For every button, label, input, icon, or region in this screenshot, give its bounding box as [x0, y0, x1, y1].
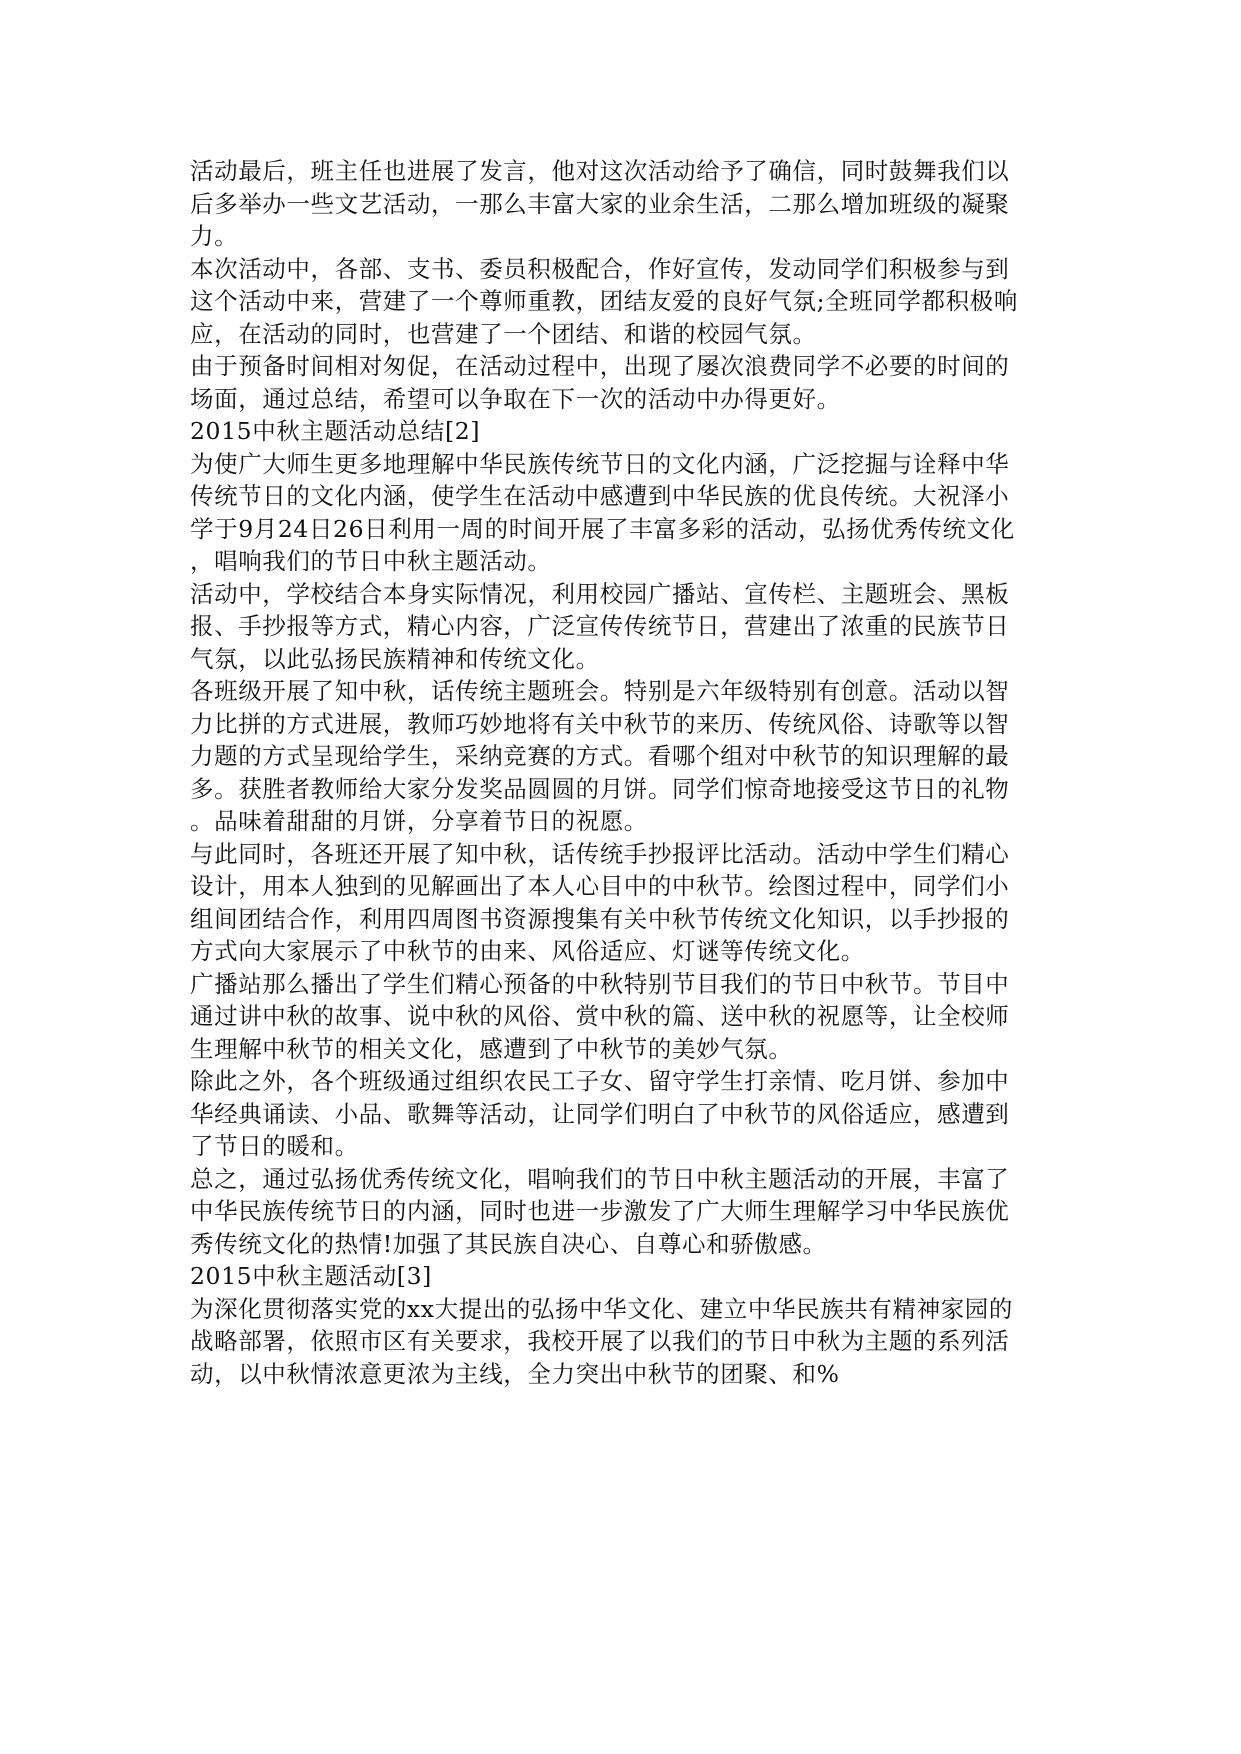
section-heading: 2015中秋主题活动[3] [190, 1262, 432, 1290]
document-body [190, 155, 1050, 1390]
text-line: 气氛，以此弘扬民族精神和传统文化。 [190, 644, 600, 673]
text-line: 各班级开展了知中秋，话传统主题班会。特别是六年级特别有创意。活动以智 [190, 677, 1010, 705]
text-line: 。品味着甜甜的月饼，分享着节日的祝愿。 [190, 807, 648, 835]
text-line: 战略部署，依照市区有关要求，我校开展了以我们的节日中秋为主题的系列活 [190, 1327, 1010, 1355]
text-line: 由于预备时间相对匆促，在活动过程中，出现了屡次浪费同学不必要的时间的 [190, 352, 1010, 380]
text-line: 为深化贯彻落实党的xx大提出的弘扬中华文化、建立中华民族共有精神家园的 [190, 1294, 1014, 1323]
text-line: 力比拼的方式进展，教师巧妙地将有关中秋节的来历、传统风俗、诗歌等以智 [190, 709, 1010, 738]
text-line: 为使广大师生更多地理解中华民族传统节日的文化内涵，广泛挖掘与诠释中华 [190, 449, 1010, 478]
text-line: 学于9月24日26日利用一周的时间开展了丰富多彩的活动，弘扬优秀传统文化 [190, 514, 1015, 543]
text-line: 了节日的暖和。 [190, 1132, 359, 1160]
text-line: 动，以中秋情浓意更浓为主线，全力突出中秋节的团聚、和% [190, 1359, 840, 1388]
text-line: ，唱响我们的节日中秋主题活动。 [190, 547, 552, 575]
text-line: 中华民族传统节日的内涵，同时也进一步激发了广大师生理解学习中华民族优 [190, 1197, 1010, 1225]
text-line: 这个活动中来，营建了一个尊师重教，团结友爱的良好气氛;全班同学都积极响 [190, 287, 1018, 315]
text-line: 生理解中秋节的相关文化，感遭到了中秋节的美妙气氛。 [190, 1034, 793, 1063]
text-line: 报、手抄报等方式，精心内容，广泛宣传传统节日，营建出了浓重的民族节日 [190, 612, 1010, 640]
text-line: 力题的方式呈现给学生，采纳竞赛的方式。看哪个组对中秋节的知识理解的最 [190, 742, 1010, 770]
text-line: 总之，通过弘扬优秀传统文化，唱响我们的节日中秋主题活动的开展，丰富了 [190, 1164, 1010, 1193]
text-line: 力。 [190, 222, 239, 250]
text-line: 传统节日的文化内涵，使学生在活动中感遭到中华民族的优良传统。大祝泽小 [190, 482, 1010, 510]
text-line: 活动最后，班主任也进展了发言，他对这次活动给予了确信，同时鼓舞我们以 [190, 157, 1010, 185]
text-line: 除此之外，各个班级通过组织农民工子女、留守学生打亲情、吃月饼、参加中 [190, 1067, 1010, 1095]
text-line: 活动中，学校结合本身实际情况，利用校园广播站、宣传栏、主题班会、黑板 [190, 579, 1010, 608]
text-line: 广播站那么播出了学生们精心预备的中秋特别节目我们的节日中秋节。节目中 [190, 969, 1010, 998]
text-line: 与此同时，各班还开展了知中秋，话传统手抄报评比活动。活动中学生们精心 [190, 839, 1010, 868]
text-line: 本次活动中，各部、支书、委员积极配合，作好宣传，发动同学们积极参与到 [190, 254, 1010, 283]
text-line: 多。获胜者教师给大家分发奖品圆圆的月饼。同学们惊奇地接受这节日的礼物 [190, 774, 1010, 803]
text-line: 场面，通过总结，希望可以争取在下一次的活动中办得更好。 [190, 384, 841, 413]
text-line: 组间团结合作，利用四周图书资源搜集有关中秋节传统文化知识，以手抄报的 [190, 904, 1010, 933]
section-heading: 2015中秋主题活动总结[2] [190, 417, 481, 445]
text-line: 秀传统文化的热情!加强了其民族自决心、自尊心和骄傲感。 [190, 1229, 827, 1258]
text-line: 后多举办一些文艺活动，一那么丰富大家的业余生活，二那么增加班级的凝聚 [190, 189, 1010, 218]
text-line: 华经典诵读、小品、歌舞等活动，让同学们明白了中秋节的风俗适应，感遭到 [190, 1099, 1010, 1128]
text-line: 设计，用本人独到的见解画出了本人心目中的中秋节。绘图过程中，同学们小 [190, 872, 1010, 900]
text-line: 应，在活动的同时，也营建了一个团结、和谐的校园气氛。 [190, 319, 817, 348]
text-line: 方式向大家展示了中秋节的由来、风俗适应、灯谜等传统文化。 [190, 937, 865, 965]
text-line: 通过讲中秋的故事、说中秋的风俗、赏中秋的篇、送中秋的祝愿等，让全校师 [190, 1002, 1010, 1030]
